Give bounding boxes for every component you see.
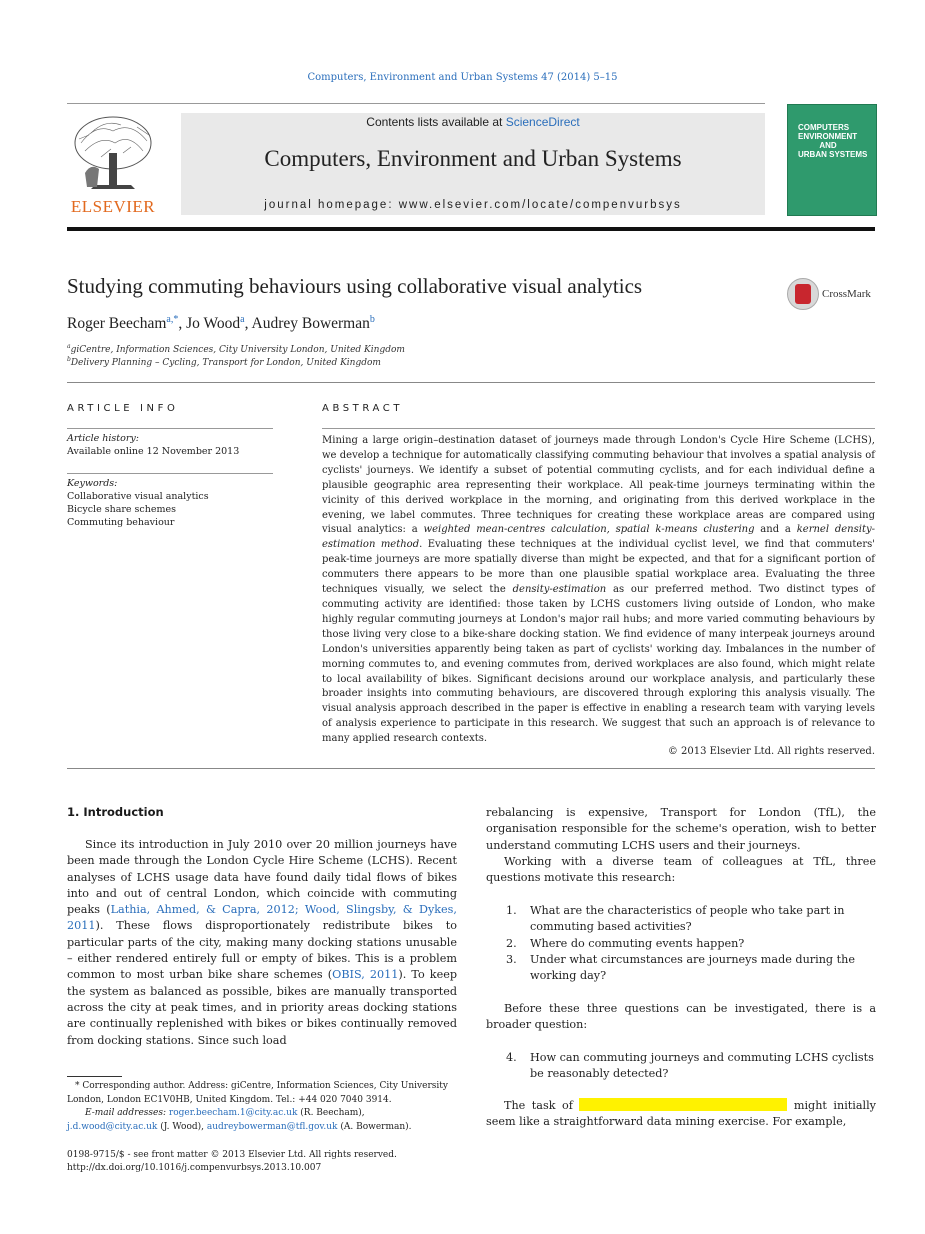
- divider: [67, 473, 273, 474]
- author-separator: ,: [244, 315, 252, 333]
- list-number: 1.: [506, 904, 517, 917]
- abstract-emphasis: kernel density-estimation method: [322, 524, 875, 551]
- doi-link[interactable]: http://dx.doi.org/10.1016/j.compenvurbsys.2013.10.007: [67, 1163, 322, 1173]
- journal-title[interactable]: Computers, Environment and Urban Systems: [264, 146, 682, 171]
- author-name: Audrey Bowerman: [251, 315, 370, 333]
- abstract-part: and a: [754, 524, 797, 536]
- abstract-emphasis: weighted mean-centres calculation, spatial k-means clustering: [423, 524, 755, 536]
- elsevier-wordmark: ELSEVIER: [70, 197, 156, 216]
- intro-paragraph-continued: rebalancing is expensive, Transport for London (TfL), the organisation responsible for the scheme's operation, wish to better understand commuting LCHS users and their journeys.: [486, 806, 876, 852]
- keyword: Bicycle share schemes: [67, 504, 176, 515]
- cover-line: COMPUTERS: [798, 123, 850, 132]
- intro-text: ). To keep the system as balanced as possible, bikes are manually transported across the city at peak times, and in priority areas docking stations are continually replenished with bikes or bikes continually removed from docking stations. Since such load: [67, 968, 457, 1047]
- elsevier-logo[interactable]: [67, 113, 159, 217]
- citation-link[interactable]: Lathia, Ahmed, & Capra, 2012; Wood, Slingsby, & Dykes, 2011: [67, 903, 457, 933]
- divider: [67, 382, 875, 383]
- email-label: E-mail addresses:: [85, 1108, 169, 1118]
- question-list: [486, 1050, 876, 1083]
- abstract-part: as our preferred method. Two distinct types of commuting activity are identified: those taken by LCHS customers living outside of London, who make highly regular commuting journeys at London's major rail hubs; and more varied commuting behaviours by those living very close to a bike-share docking station. We find evidence of many interpeak journeys around London's universities apparently being taken as part of cyclists' working day. Imbalances in the number of morning commutes to, and evening commutes from, derived workplaces are also found, which might relate to local availability of bikes. Significant decisions around our workplace analysis, and particularly these broader insights into commuting behaviours, are discovered through exploring this analysis visually. The visual analysis approach described in the paper is effective in enabling a research team with varying levels of analysis experience to participate in this research. We suggest that such an approach is of relevance to many applied research contexts.: [322, 584, 875, 745]
- author-name: Jo Wood: [186, 315, 241, 333]
- affiliation-marker: b: [67, 356, 71, 363]
- list-text: Where do commuting events happen?: [530, 936, 745, 950]
- author-affiliation-link[interactable]: b: [369, 314, 375, 325]
- section-heading: 1. Introduction: [67, 805, 164, 819]
- email-owner: (A. Bowerman).: [337, 1121, 412, 1132]
- header-rule: [67, 103, 765, 104]
- author-list: [67, 314, 375, 333]
- crossmark-label: CrossMark: [822, 288, 871, 300]
- history-label: Article history:: [67, 433, 139, 444]
- list-number: 2.: [506, 936, 517, 950]
- intro-text: ). These flows disproportionately redistribute bikes to particular parts of the city, making many docking stations unusable – either rendered entirely full or empty of bikes. This is a problem common to most urban bike share schemes (: [67, 919, 457, 982]
- corresponding-footnote: * Corresponding author. Address: giCentre, Information Sciences, City University London, London EC1V0HB, United Kingdom. Tel.: +44 020 7040 3914.: [67, 1081, 448, 1105]
- article-info-heading: ARTICLE INFO: [67, 403, 179, 414]
- affiliation: [67, 343, 405, 355]
- footnote-rule: [67, 1076, 122, 1077]
- abstract-heading: ABSTRACT: [322, 403, 404, 414]
- copyright: © 2013 Elsevier Ltd. All rights reserved.: [667, 746, 875, 757]
- journal-cover[interactable]: [787, 104, 877, 216]
- citation-link[interactable]: OBIS, 2011: [332, 968, 399, 982]
- list-item: [486, 1050, 876, 1083]
- email-link[interactable]: roger.beecham.1@city.ac.uk: [168, 1108, 298, 1118]
- intro-paragraph: [67, 837, 457, 1049]
- affiliation-text: giCentre, Information Sciences, City University London, United Kingdom: [70, 345, 405, 355]
- list-number: 4.: [506, 1051, 517, 1064]
- history-value: Available online 12 November 2013: [67, 446, 240, 457]
- divider: [67, 768, 875, 769]
- keywords-label: Keywords:: [67, 478, 118, 489]
- list-text: How can commuting journeys and commuting LCHS cyclists be reasonably detected?: [530, 1051, 874, 1081]
- email-link[interactable]: j.d.wood@city.ac.uk: [67, 1121, 158, 1132]
- intro-paragraph: Before these three questions can be investigated, there is a broader question:: [486, 1002, 876, 1032]
- keyword: Commuting behaviour: [67, 517, 175, 528]
- list-item: [486, 936, 876, 952]
- crossmark-icon: [787, 278, 819, 310]
- email-link[interactable]: audreybowerman@tfl.gov.uk: [206, 1121, 338, 1132]
- author-affiliation-link[interactable]: a,*: [166, 314, 179, 325]
- contents-available: [181, 115, 765, 129]
- abstract-part: Mining a large origin–destination dataset of journeys made through London's Cycle Hire Scheme (LCHS), we develop a technique for automatically classifying commuting behaviour that involves a spatial analysis of cyclists' journeys. We identify a subset of potential commuting cyclists, and for each individual define a plausible geographic area representing their workplace. All peak-time journeys terminating within the vicinity of this derived workplace in the morning, and originating from this derived workplace in the evening, we label commutes. Three techniques for creating these workplace areas are compared using visual analytics: a: [322, 435, 875, 536]
- cover-line: AND: [819, 141, 837, 150]
- divider: [67, 428, 273, 429]
- affiliation: [67, 356, 381, 368]
- author-separator: ,: [178, 315, 187, 333]
- issn-line: 0198-9715/$ - see front matter © 2013 Elsevier Ltd. All rights reserved.: [67, 1150, 397, 1160]
- journal-banner: [181, 113, 765, 215]
- email-owner: (R. Beecham),: [297, 1108, 365, 1118]
- list-number: 3.: [506, 952, 517, 966]
- email-owner: (J. Wood),: [157, 1121, 207, 1132]
- abstract-part: . Evaluating these techniques at the individual cyclist level, we find that commuters' peak-time journeys are more spatially diverse than might be expected, and that for a significant portion of commuters there appears to be more than one plausible spatial workplace area. Evaluating the three techniques visually, we select the: [322, 539, 875, 596]
- redaction-highlight: [579, 1098, 787, 1111]
- journal-reference[interactable]: Computers, Environment and Urban Systems 47 (2014) 5–15: [307, 72, 618, 83]
- keyword: Collaborative visual analytics: [67, 491, 209, 502]
- author-name: Roger Beecham: [67, 315, 167, 333]
- list-item: [486, 903, 876, 936]
- elsevier-tree-icon: [71, 113, 155, 195]
- journal-homepage[interactable]: journal homepage: www.elsevier.com/locate/compenvurbsys: [264, 199, 682, 211]
- sciencedirect-link[interactable]: ScienceDirect: [505, 115, 580, 129]
- paper-title: Studying commuting behaviours using collaborative visual analytics: [67, 274, 643, 298]
- list-item: [486, 952, 876, 985]
- abstract-emphasis: density-estimation: [512, 584, 607, 596]
- abstract-text: [322, 434, 875, 747]
- question-list: [486, 903, 876, 984]
- divider: [322, 428, 875, 429]
- contents-prefix: Contents lists available at: [366, 115, 506, 129]
- cover-line: URBAN SYSTEMS: [798, 150, 868, 159]
- intro-text: The task of: [504, 1099, 573, 1112]
- email-footnote: [67, 1107, 457, 1134]
- intro-paragraph: Working with a diverse team of colleagues at TfL, three questions motivate this research:: [486, 855, 876, 885]
- author-affiliation-link[interactable]: a: [240, 314, 245, 325]
- header-thick-rule: [67, 227, 875, 231]
- intro-paragraph: [486, 1098, 876, 1131]
- affiliation-marker: a: [67, 343, 71, 350]
- affiliation-text: Delivery Planning – Cycling, Transport for London, United Kingdom: [70, 358, 381, 368]
- crossmark-badge[interactable]: [787, 278, 887, 312]
- list-text: What are the characteristics of people who take part in commuting based activities?: [530, 904, 845, 934]
- intro-text: Since its introduction in July 2010 over 20 million journeys have been made through the London Cycle Hire Scheme (LCHS). Recent analyses of LCHS usage data have found daily tidal flows of bikes into and out of central London, which coincide with commuting peaks (: [67, 838, 457, 917]
- list-text: Under what circumstances are journeys made during the working day?: [530, 952, 855, 983]
- intro-text: might initially seem like a straightforward data mining exercise. For example,: [486, 1099, 876, 1129]
- cover-line: ENVIRONMENT: [798, 132, 858, 141]
- cover-title: [798, 123, 870, 159]
